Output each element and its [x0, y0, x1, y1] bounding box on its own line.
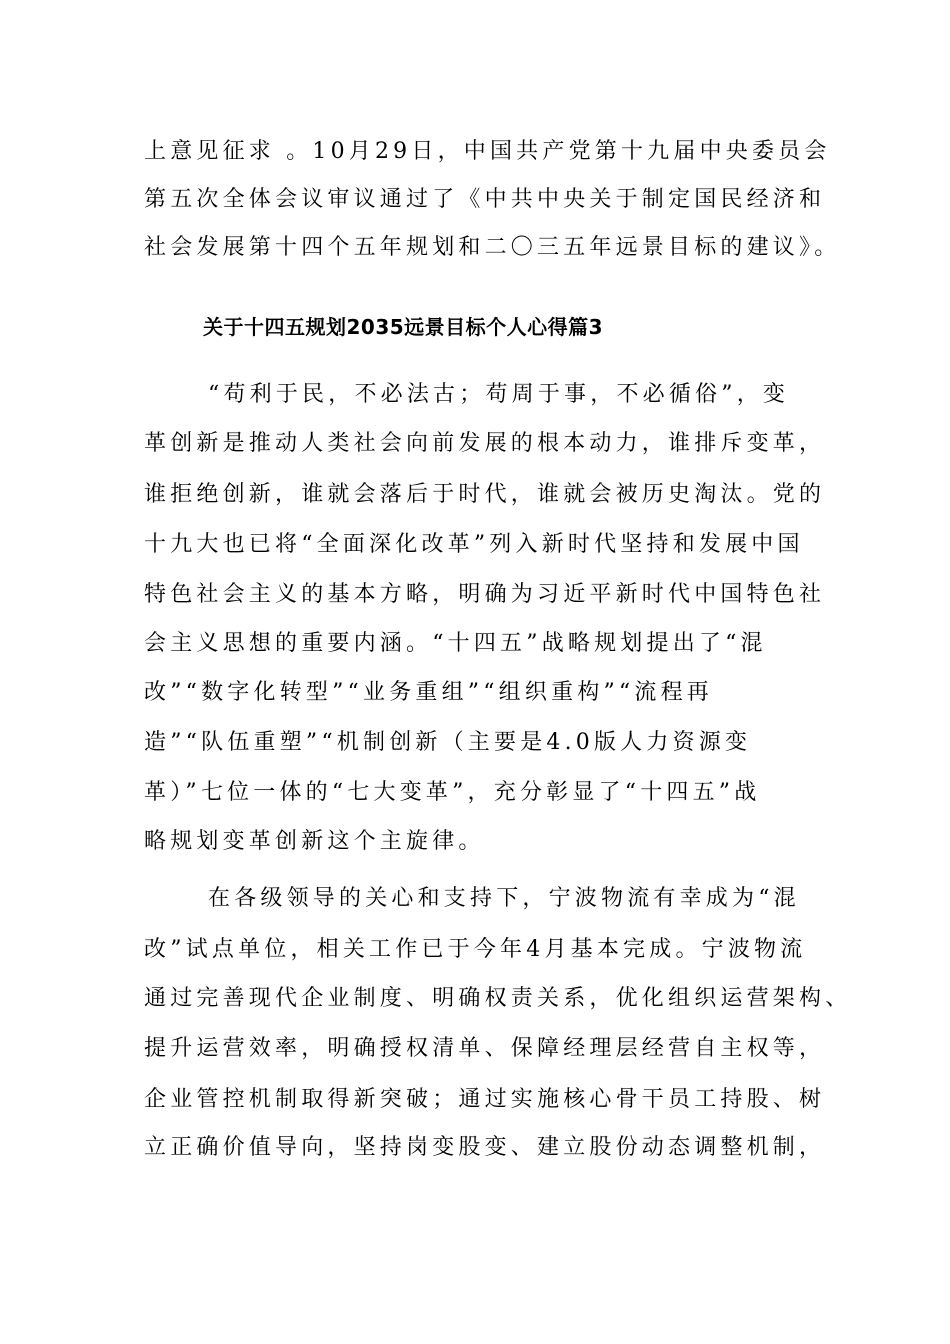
text-line: 提升运营效率，明确授权清单、保障经理层经营自主权等，	[144, 1036, 826, 1061]
text-line: 革）”七位一体的“七大变革”，充分彰显了“十四五”战	[144, 780, 761, 805]
text-line: 企业管控机制取得新突破；通过实施核心骨干员工持股、树	[144, 1087, 826, 1112]
text-line: 立正确价值导向，坚持岗变股变、建立股份动态调整机制，	[144, 1135, 826, 1160]
text-line: 略规划变革创新这个主旋律。	[144, 829, 485, 854]
text-line: “苟利于民，不必法古；苟周于事，不必循俗”，变	[208, 382, 790, 407]
text-line: 革创新是推动人类社会向前发展的根本动力，谁排斥变革，	[144, 431, 826, 456]
text-line: 通过完善现代企业制度、明确权责关系，优化组织运营架构、	[144, 986, 852, 1011]
text-line: 会主义思想的重要内涵。“十四五”战略规划提出了“混	[144, 631, 767, 656]
text-line: 上意见征求 。10月29日，中国共产党第十九届中央委员会	[144, 139, 831, 164]
text-line: 十九大也已将“全面深化改革”列入新时代坚持和发展中国	[144, 532, 804, 557]
text-line: 造”“队伍重塑”“机制创新（主要是4.0版人力资源变	[144, 730, 752, 755]
text-line: 在各级领导的关心和支持下，宁波物流有幸成为“混	[208, 886, 800, 911]
section-heading: 关于十四五规划2035远景目标个人心得篇3	[203, 315, 604, 339]
text-line: 社会发展第十四个五年规划和二〇三五年远景目标的建议》。	[144, 235, 841, 260]
text-line: 改”试点单位，相关工作已于今年4月基本完成。宁波物流	[144, 937, 807, 962]
text-line: 特色社会主义的基本方略，明确为习近平新时代中国特色社	[144, 582, 826, 607]
text-line: 改”“数字化转型”“业务重组”“组织重构”“流程再	[144, 680, 713, 705]
text-line: 第五次全体会议审议通过了《中共中央关于制定国民经济和	[144, 187, 826, 212]
text-line: 谁拒绝创新，谁就会落后于时代，谁就会被历史淘汰。党的	[144, 482, 826, 507]
